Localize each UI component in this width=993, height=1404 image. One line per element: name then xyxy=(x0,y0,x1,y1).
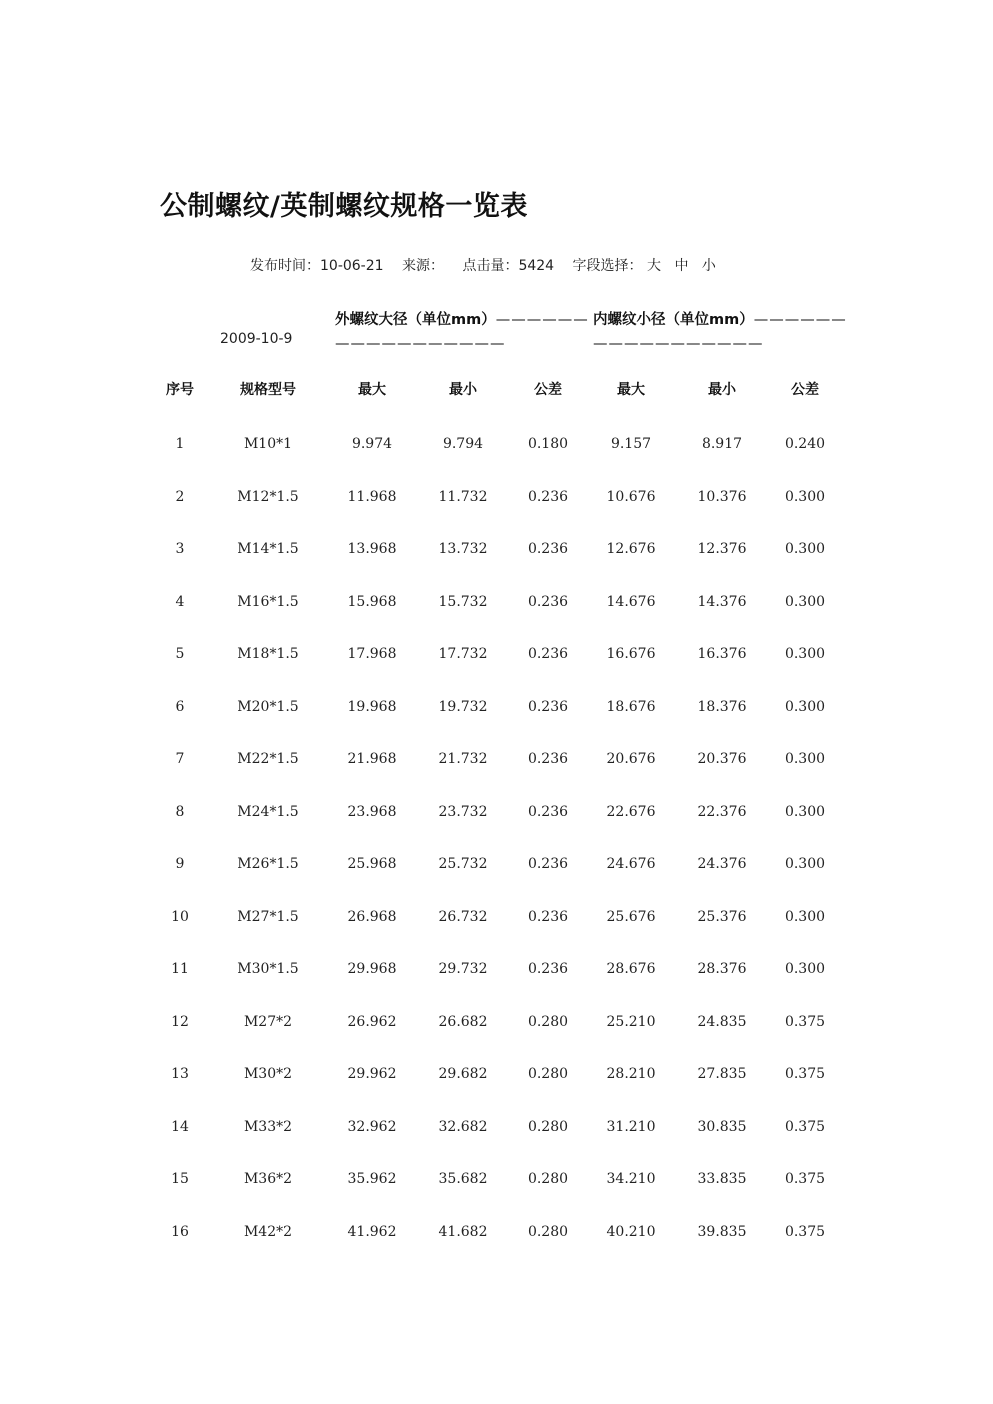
cell-col-index: 6 xyxy=(175,698,185,715)
cell-col-outer-max: 11.968 xyxy=(347,488,397,505)
cell-col-inner-min: 39.835 xyxy=(697,1223,747,1240)
cell-col-outer-min: 26.682 xyxy=(438,1013,488,1030)
cell-col-inner-tol: 0.300 xyxy=(784,961,826,977)
cell-col-outer-min: 25.732 xyxy=(438,856,488,872)
table-date: 2009-10-9 xyxy=(220,331,293,347)
cell-col-outer-tol: 0.236 xyxy=(527,908,569,925)
cell-col-spec: M30*2 xyxy=(243,1066,293,1082)
cell-col-spec: M16*1.5 xyxy=(237,593,299,610)
cell-col-inner-min: 22.376 xyxy=(697,803,747,820)
cell-col-outer-max: 21.968 xyxy=(347,751,397,767)
header-col-outer-max: 最大 xyxy=(358,382,386,398)
cell-col-outer-min: 15.732 xyxy=(438,593,488,610)
cell-col-inner-tol: 0.240 xyxy=(784,436,826,452)
cell-col-outer-tol: 0.280 xyxy=(527,1066,569,1082)
cell-col-inner-min: 14.376 xyxy=(697,593,747,610)
cell-col-inner-tol: 0.375 xyxy=(784,1013,826,1030)
cell-col-inner-max: 25.210 xyxy=(606,1013,656,1030)
cell-col-inner-min: 12.376 xyxy=(697,541,747,557)
header-col-inner-min: 最小 xyxy=(708,382,736,398)
table-row xyxy=(0,1224,993,1248)
cell-col-outer-tol: 0.236 xyxy=(527,751,569,767)
cell-col-inner-min: 28.376 xyxy=(697,961,747,977)
cell-col-inner-max: 12.676 xyxy=(606,541,656,557)
cell-col-index: 5 xyxy=(175,646,185,662)
table-row xyxy=(0,489,993,513)
font-size-small-link[interactable]: 小 xyxy=(701,258,716,274)
cell-col-outer-max: 26.968 xyxy=(347,908,397,925)
cell-col-inner-min: 24.376 xyxy=(697,856,747,872)
cell-col-inner-tol: 0.375 xyxy=(784,1171,826,1187)
header-col-inner-tol: 公差 xyxy=(791,382,819,398)
inner-group-dash: —————— xyxy=(753,312,847,328)
cell-col-spec: M30*1.5 xyxy=(237,961,299,977)
cell-col-outer-min: 29.732 xyxy=(438,961,488,977)
cell-col-inner-tol: 0.375 xyxy=(784,1066,826,1082)
cell-col-spec: M20*1.5 xyxy=(237,698,299,715)
cell-col-spec: M27*2 xyxy=(243,1013,293,1030)
table-row xyxy=(0,699,993,723)
outer-group-label: 外螺纹大径（单位mm） xyxy=(335,312,496,328)
cell-col-outer-min: 9.794 xyxy=(442,436,484,452)
header-col-index: 序号 xyxy=(166,382,194,398)
cell-col-inner-max: 24.676 xyxy=(606,856,656,872)
table-row xyxy=(0,1171,993,1195)
cell-col-inner-max: 18.676 xyxy=(606,698,656,715)
click-count: 点击量：5424 xyxy=(462,258,555,274)
cell-col-inner-tol: 0.300 xyxy=(784,646,826,662)
cell-col-outer-tol: 0.280 xyxy=(527,1223,569,1240)
cell-col-inner-max: 16.676 xyxy=(606,646,656,662)
cell-col-inner-tol: 0.375 xyxy=(784,1223,826,1240)
cell-col-outer-max: 32.962 xyxy=(347,1118,397,1135)
table-row xyxy=(0,541,993,565)
cell-col-index: 4 xyxy=(175,593,185,610)
table-row xyxy=(0,1066,993,1090)
inner-thread-group-header xyxy=(593,308,847,356)
cell-col-inner-min: 20.376 xyxy=(697,751,747,767)
font-size-medium-link[interactable]: 中 xyxy=(674,258,689,274)
cell-col-inner-max: 10.676 xyxy=(606,488,656,505)
field-select-label: 字段选择： xyxy=(572,258,643,274)
article-meta xyxy=(250,255,725,275)
cell-col-outer-min: 35.682 xyxy=(438,1171,488,1187)
cell-col-outer-max: 15.968 xyxy=(347,593,397,610)
header-col-inner-max: 最大 xyxy=(617,382,645,398)
cell-col-inner-min: 16.376 xyxy=(697,646,747,662)
cell-col-inner-min: 24.835 xyxy=(697,1013,747,1030)
publish-time: 发布时间：10-06-21 xyxy=(250,258,384,274)
cell-col-outer-min: 21.732 xyxy=(438,751,488,767)
table-row xyxy=(0,804,993,828)
cell-col-outer-min: 11.732 xyxy=(438,488,488,505)
cell-col-index: 2 xyxy=(175,488,185,505)
cell-col-inner-max: 9.157 xyxy=(610,436,652,452)
cell-col-outer-tol: 0.280 xyxy=(527,1171,569,1187)
page-title: 公制螺纹/英制螺纹规格一览表 xyxy=(160,191,528,222)
cell-col-index: 13 xyxy=(171,1066,189,1082)
cell-col-inner-max: 28.210 xyxy=(606,1066,656,1082)
cell-col-index: 11 xyxy=(171,961,189,977)
cell-col-inner-max: 31.210 xyxy=(606,1118,656,1135)
cell-col-spec: M36*2 xyxy=(243,1171,293,1187)
cell-col-spec: M14*1.5 xyxy=(237,541,299,557)
cell-col-inner-tol: 0.300 xyxy=(784,908,826,925)
cell-col-index: 12 xyxy=(171,1013,189,1030)
cell-col-index: 14 xyxy=(171,1118,189,1135)
cell-col-index: 16 xyxy=(171,1223,189,1240)
cell-col-inner-max: 14.676 xyxy=(606,593,656,610)
cell-col-outer-tol: 0.236 xyxy=(527,698,569,715)
cell-col-outer-tol: 0.236 xyxy=(527,593,569,610)
cell-col-outer-max: 41.962 xyxy=(347,1223,397,1240)
cell-col-inner-tol: 0.300 xyxy=(784,698,826,715)
cell-col-index: 15 xyxy=(171,1171,189,1187)
cell-col-inner-max: 40.210 xyxy=(606,1223,656,1240)
cell-col-inner-min: 33.835 xyxy=(697,1171,747,1187)
cell-col-outer-max: 9.974 xyxy=(351,436,393,452)
table-row xyxy=(0,436,993,460)
table-row xyxy=(0,1119,993,1143)
header-col-outer-min: 最小 xyxy=(449,382,477,398)
cell-col-inner-tol: 0.300 xyxy=(784,541,826,557)
cell-col-outer-max: 35.962 xyxy=(347,1171,397,1187)
cell-col-spec: M26*1.5 xyxy=(237,856,299,872)
cell-col-inner-max: 20.676 xyxy=(606,751,656,767)
cell-col-outer-tol: 0.280 xyxy=(527,1013,569,1030)
cell-col-spec: M12*1.5 xyxy=(237,488,299,505)
cell-col-inner-tol: 0.375 xyxy=(784,1118,826,1135)
cell-col-outer-max: 13.968 xyxy=(347,541,397,557)
cell-col-outer-max: 23.968 xyxy=(347,803,397,820)
cell-col-inner-tol: 0.300 xyxy=(784,856,826,872)
cell-col-spec: M18*1.5 xyxy=(237,646,299,662)
cell-col-index: 8 xyxy=(175,803,185,820)
cell-col-outer-tol: 0.280 xyxy=(527,1118,569,1135)
source-label: 来源： xyxy=(402,258,444,274)
cell-col-inner-max: 28.676 xyxy=(606,961,656,977)
cell-col-inner-tol: 0.300 xyxy=(784,488,826,505)
cell-col-outer-min: 13.732 xyxy=(438,541,488,557)
cell-col-inner-min: 8.917 xyxy=(701,436,743,452)
cell-col-outer-max: 26.962 xyxy=(347,1013,397,1030)
cell-col-outer-tol: 0.236 xyxy=(527,856,569,872)
cell-col-outer-max: 29.968 xyxy=(347,961,397,977)
cell-col-outer-tol: 0.236 xyxy=(527,803,569,820)
cell-col-index: 1 xyxy=(175,436,185,452)
cell-col-inner-max: 34.210 xyxy=(606,1171,656,1187)
cell-col-outer-min: 32.682 xyxy=(438,1118,488,1135)
cell-col-outer-tol: 0.180 xyxy=(527,436,569,452)
cell-col-inner-min: 27.835 xyxy=(697,1066,747,1082)
header-col-outer-tol: 公差 xyxy=(534,382,562,398)
cell-col-outer-tol: 0.236 xyxy=(527,961,569,977)
cell-col-index: 7 xyxy=(175,751,185,767)
cell-col-inner-min: 25.376 xyxy=(697,908,747,925)
cell-col-spec: M27*1.5 xyxy=(237,908,299,925)
outer-group-dash: —————— xyxy=(495,312,589,328)
cell-col-outer-min: 41.682 xyxy=(438,1223,488,1240)
outer-group-dash-line: ——————————— xyxy=(335,336,506,352)
table-row xyxy=(0,909,993,933)
cell-col-outer-min: 19.732 xyxy=(438,698,488,715)
cell-col-outer-min: 29.682 xyxy=(438,1066,488,1082)
cell-col-spec: M22*1.5 xyxy=(237,751,299,767)
cell-col-inner-min: 18.376 xyxy=(697,698,747,715)
cell-col-outer-tol: 0.236 xyxy=(527,488,569,505)
cell-col-outer-max: 25.968 xyxy=(347,856,397,872)
cell-col-outer-min: 23.732 xyxy=(438,803,488,820)
font-size-large-link[interactable]: 大 xyxy=(647,258,661,274)
cell-col-index: 3 xyxy=(175,541,185,557)
cell-col-inner-max: 25.676 xyxy=(606,908,656,925)
table-row xyxy=(0,856,993,880)
cell-col-spec: M33*2 xyxy=(243,1118,293,1135)
cell-col-inner-tol: 0.300 xyxy=(784,751,826,767)
cell-col-index: 10 xyxy=(171,908,189,925)
cell-col-index: 9 xyxy=(175,856,185,872)
cell-col-spec: M42*2 xyxy=(243,1223,293,1240)
cell-col-outer-max: 17.968 xyxy=(347,646,397,662)
cell-col-inner-max: 22.676 xyxy=(606,803,656,820)
table-row xyxy=(0,594,993,618)
cell-col-inner-tol: 0.300 xyxy=(784,593,826,610)
header-col-spec: 规格型号 xyxy=(240,382,296,398)
cell-col-inner-tol: 0.300 xyxy=(784,803,826,820)
table-row xyxy=(0,1014,993,1038)
table-row xyxy=(0,751,993,775)
cell-col-spec: M10*1 xyxy=(243,436,293,452)
cell-col-inner-min: 10.376 xyxy=(697,488,747,505)
cell-col-inner-min: 30.835 xyxy=(697,1118,747,1135)
inner-group-dash-line: ——————————— xyxy=(593,336,764,352)
cell-col-spec: M24*1.5 xyxy=(237,803,299,820)
cell-col-outer-max: 29.962 xyxy=(347,1066,397,1082)
cell-col-outer-min: 26.732 xyxy=(438,908,488,925)
table-row xyxy=(0,961,993,985)
cell-col-outer-tol: 0.236 xyxy=(527,541,569,557)
table-row xyxy=(0,646,993,670)
inner-group-label: 内螺纹小径（单位mm） xyxy=(593,312,754,328)
cell-col-outer-max: 19.968 xyxy=(347,698,397,715)
cell-col-outer-tol: 0.236 xyxy=(527,646,569,662)
cell-col-outer-min: 17.732 xyxy=(438,646,488,662)
outer-thread-group-header xyxy=(335,308,589,356)
